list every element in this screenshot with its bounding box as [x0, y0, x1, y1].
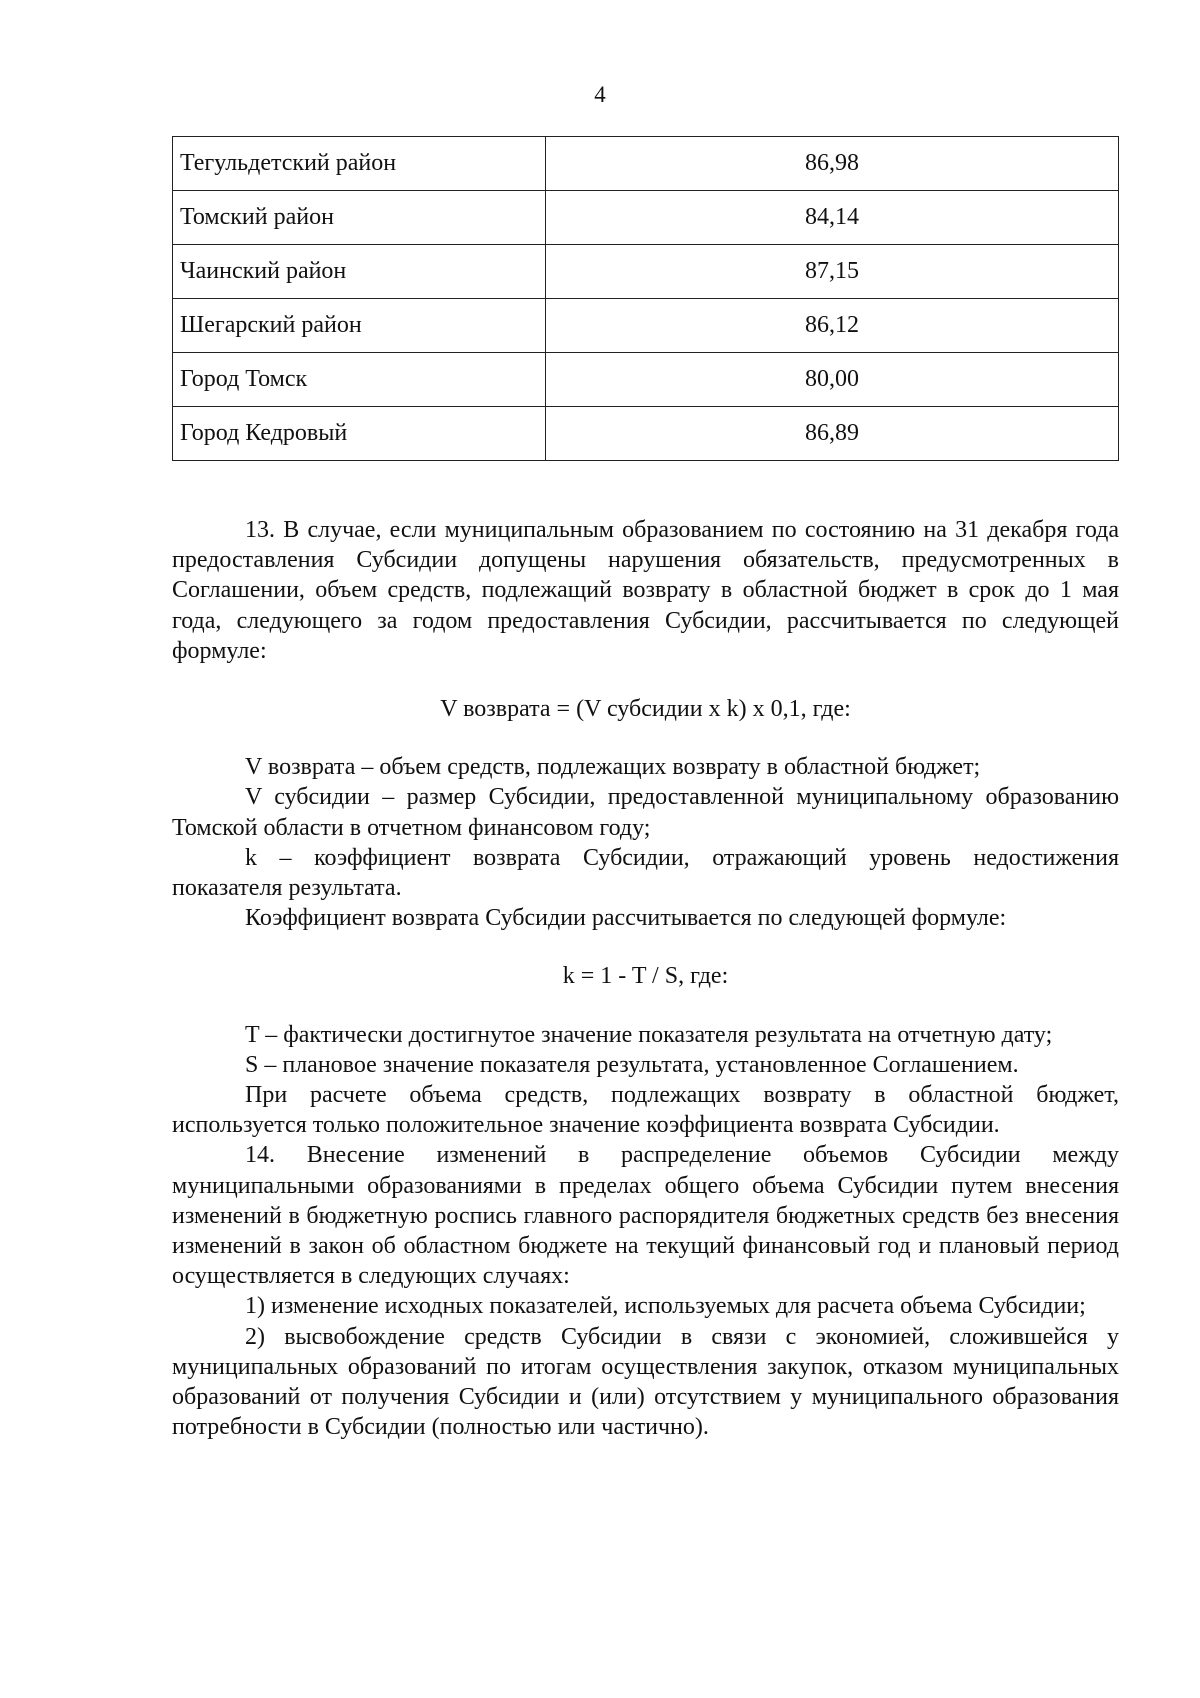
formula-k: k = 1 - T / S, где:	[562, 963, 729, 990]
region-value: 86,12	[546, 299, 1119, 353]
table-row	[173, 245, 1119, 299]
definition-s: S – плановое значение показателя результата, установленное Соглашением.	[245, 1051, 1019, 1078]
region-value: 84,14	[546, 191, 1119, 245]
case-2: 2) высвобождение средств Субсидии в связи с экономией, сложившейся у муниципальных образований по итогам осуществления закупок, отказом муниципальных образований от получения Субсидии и (или) отсутствием у муниципального образования потребности в Субсидии (полностью или частично).	[172, 1323, 1119, 1441]
paragraph-14: 14. Внесение изменений в распределение объемов Субсидии между муниципальными образованиями в пределах общего объема Субсидии путем внесения изменений в бюджетную роспись главного распорядителя бюджетных средств без внесения изменений в закон об областном бюджете на текущий финансовый год и плановый период осуществляется в следующих случаях:	[172, 1142, 1119, 1290]
region-name: Шегарский район	[173, 299, 546, 353]
page-number: 4	[594, 82, 606, 107]
definition-v-subsidy: V субсидии – размер Субсидии, предоставленной муниципальному образованию Томской области в отчетном финансовом году;	[172, 784, 1119, 841]
table-row	[173, 299, 1119, 353]
region-name: Город Томск	[173, 353, 546, 407]
formula-v-return: V возврата = (V субсидии x k) x 0,1, где:	[440, 696, 851, 723]
region-name: Тегульдетский район	[173, 137, 546, 191]
paragraph-13: 13. В случае, если муниципальным образованием по состоянию на 31 декабря года предоставления Субсидии допущены нарушения обязательств, предусмотренных в Соглашении, объем средств, подлежащий возврату в областной бюджет в срок до 1 мая года, следующего за годом предоставления Субсидии, рассчитывается по следующей формуле:	[172, 517, 1119, 664]
region-name: Чаинский район	[173, 245, 546, 299]
table-row	[173, 353, 1119, 407]
regions-table	[172, 136, 1119, 461]
calculation-note: При расчете объема средств, подлежащих возврату в областной бюджет, используется только положительное значение коэффициента возврата Субсидии.	[172, 1082, 1119, 1139]
definition-t: T – фактически достигнутое значение показателя результата на отчетную дату;	[245, 1021, 1053, 1048]
region-value: 87,15	[546, 245, 1119, 299]
region-value: 86,89	[546, 407, 1119, 461]
region-name: Томский район	[173, 191, 546, 245]
definition-v-return: V возврата – объем средств, подлежащих возврату в областной бюджет;	[245, 754, 981, 781]
case-1: 1) изменение исходных показателей, используемых для расчета объема Субсидии;	[245, 1293, 1086, 1320]
table-row	[173, 191, 1119, 245]
table-row	[173, 137, 1119, 191]
coefficient-intro: Коэффициент возврата Субсидии рассчитывается по следующей формуле:	[245, 905, 1007, 932]
table-row	[173, 407, 1119, 461]
definition-k: k – коэффициент возврата Субсидии, отражающий уровень недостижения показателя результата.	[172, 844, 1119, 902]
region-value: 80,00	[546, 353, 1119, 407]
document-body	[172, 515, 1119, 1442]
region-value: 86,98	[546, 137, 1119, 191]
region-name: Город Кедровый	[173, 407, 546, 461]
